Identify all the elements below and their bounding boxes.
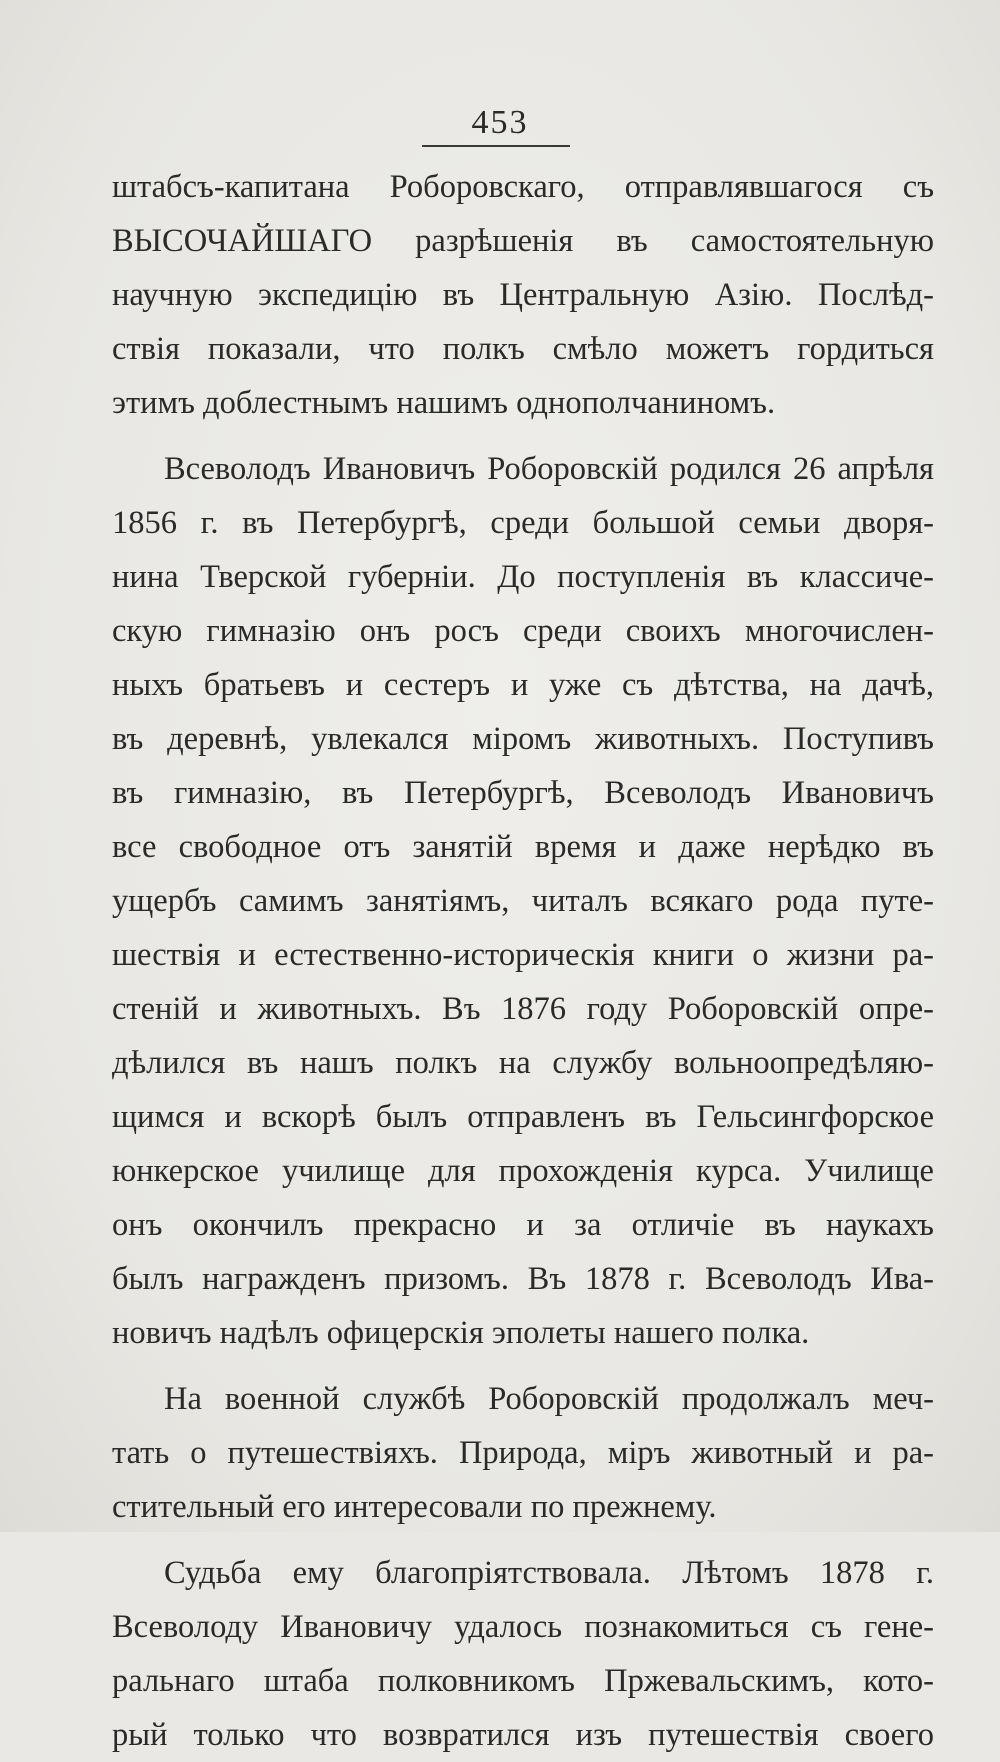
paragraph-gap [112,430,934,442]
text-line: стеній и животныхъ. Въ 1876 году Роборовскій опре- [112,991,934,1027]
text-line: штабсъ-капитана Роборовскаго, отправлявшагося съ [112,169,934,205]
text-line: все свободное отъ занятій время и даже нерѣдко въ [112,829,934,865]
text-line: Всеволоду Ивановичу удалось познакомиться съ гене- [112,1609,934,1645]
text-line: нина Тверской губерніи. До поступленія въ классиче- [112,559,934,595]
text-line: тать о путешествіяхъ. Природа, міръ животный и ра- [112,1435,934,1471]
text-line: научную экспедицію въ Центральную Азію. Послѣд- [112,277,934,313]
page-number-rule [422,145,570,147]
text-line: юнкерское училище для прохожденія курса. Училище [112,1153,934,1189]
paragraph-gap [112,1534,934,1546]
body-text [112,160,934,1762]
paragraph-gap [112,1360,934,1372]
page-number: 453 [471,104,529,141]
text-line: былъ награжденъ призомъ. Въ 1878 г. Всеволодъ Ива- [112,1261,934,1297]
text-line: новичъ надѣлъ офицерскія эполеты нашего полка. [112,1315,810,1351]
text-line: скую гимназію онъ росъ среди своихъ многочислен- [112,613,934,649]
text-line: шествія и естественно-историческія книги о жизни ра- [112,937,934,973]
text-line: рый только что возвратился изъ путешествія своего [112,1717,934,1753]
text-line: ствія показали, что полкъ смѣло можетъ гордиться [112,331,934,367]
text-line: Судьба ему благопріятствовала. Лѣтомъ 1878 г. [164,1555,934,1591]
text-line: ущербъ самимъ занятіямъ, читалъ всякаго рода путе- [112,883,934,919]
text-line: 1856 г. въ Петербургѣ, среди большой семьи дворя- [112,505,934,541]
text-line: въ гимназію, въ Петербургѣ, Всеволодъ Ивановичъ [112,775,934,811]
text-line: На военной службѣ Роборовскій продолжалъ меч- [164,1381,934,1417]
text-line: дѣлился въ нашъ полкъ на службу вольноопредѣляю- [112,1045,934,1081]
text-line: ВЫСОЧАЙШАГО разрѣшенія въ самостоятельную [112,223,934,259]
text-line: ральнаго штаба полковникомъ Пржевальскимъ, кото- [112,1663,934,1699]
text-line: ныхъ братьевъ и сестеръ и уже съ дѣтства, на дачѣ, [112,667,934,703]
text-line: стительный его интересовали по прежнему. [112,1489,717,1525]
text-line: щимся и вскорѣ былъ отправленъ въ Гельсингфорское [112,1099,934,1135]
text-line: этимъ доблестнымъ нашимъ однополчаниномъ. [112,385,776,421]
text-line: онъ окончилъ прекрасно и за отличіе въ наукахъ [112,1207,934,1243]
text-line: Всеволодъ Ивановичъ Роборовскій родился 26 апрѣля [164,451,934,487]
text-line: въ деревнѣ, увлекался міромъ животныхъ. Поступивъ [112,721,934,757]
